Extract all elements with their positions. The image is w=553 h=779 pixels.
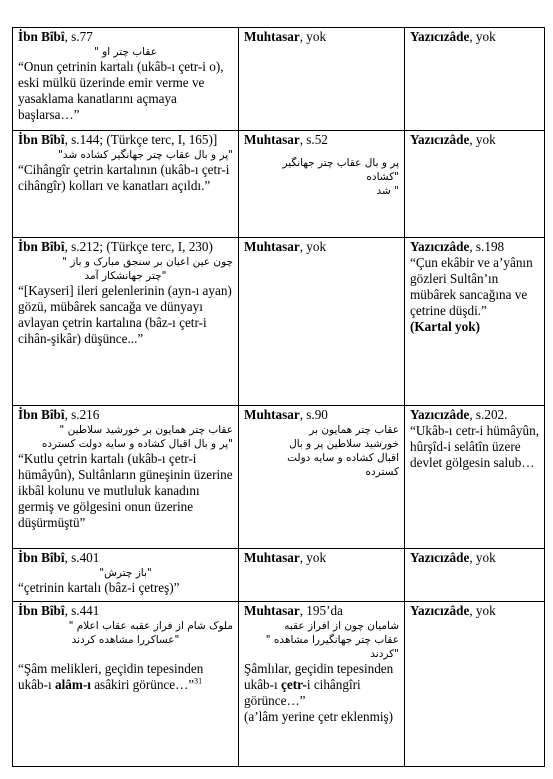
persian-quote: عقاب چتر او " — [94, 46, 157, 59]
turkish-translation: “[Kayseri] ileri gelenlerinin (ayn-ı ayan) gözü, mübârek sancağa ve dünyayı avlayan çetrin kartalına (bâz-ı çetr-i cihân-şikâr) düşünce...” — [18, 283, 232, 347]
persian-quote: عقاب چتر جهانگیررا مشاهده " — [265, 634, 399, 647]
source-heading: İbn Bîbî, s.401 — [18, 550, 100, 565]
persian-quote: کسترده — [365, 466, 399, 479]
source-heading: Muhtasar, yok — [244, 550, 327, 565]
cell-ibn-bibi — [13, 406, 239, 549]
persian-quote: "کشاده — [366, 171, 399, 184]
persian-quote: چون عین اعیان بر سنجق مبارک و باز " — [62, 256, 233, 269]
cell-yazicizade — [405, 28, 545, 131]
cell-ibn-bibi — [13, 549, 239, 602]
persian-quote: خورشید سلاطین پر و بال — [289, 438, 399, 451]
table-row — [13, 549, 545, 602]
source-heading: Muhtasar, yok — [244, 239, 327, 254]
cell-ibn-bibi — [13, 131, 239, 238]
source-heading: İbn Bîbî, s.212; (Türkçe terc, I, 230) — [18, 239, 213, 254]
source-heading: Yazıcızâde, yok — [410, 550, 496, 565]
persian-quote: شامیان چون از افراز عقبه — [284, 620, 399, 633]
cell-ibn-bibi — [13, 602, 239, 767]
persian-quote: "کردند — [370, 648, 399, 661]
cell-muhtasar — [239, 131, 405, 238]
table-row — [13, 602, 545, 767]
source-heading: Yazıcızâde, yok — [410, 603, 496, 618]
cell-yazicizade — [405, 238, 545, 406]
table-row — [13, 406, 545, 549]
source-heading: Muhtasar, yok — [244, 29, 327, 44]
turkish-translation: “Cihângîr çetrin kartalının (ukâb-ı çetr-i cihângîr) kolları ve kanatları açıldı.” — [18, 162, 230, 194]
persian-quote: "باز چترش" — [99, 567, 152, 580]
cell-muhtasar — [239, 549, 405, 602]
cell-muhtasar — [239, 238, 405, 406]
turkish-translation: “Onun çetrinin kartalı (ukâb-ı çetr-i o), eski mülkü üzerinde emir verme ve yasaklama kanatlarını açmaya başlarsa…” — [18, 59, 224, 123]
footnote-marker: 31 — [194, 676, 203, 686]
source-heading: Yazıcızâde, s.202. — [410, 407, 508, 422]
table-row — [13, 131, 545, 238]
turkish-translation: “Şâm melikleri, geçidin tepesinden ukâb-ı alâm-ı asâkiri görünce…”$^{31}$ — [18, 661, 204, 693]
persian-quote: "عساکررا مشاهده کردند — [71, 634, 180, 647]
source-heading: Muhtasar, 195’da — [244, 603, 343, 618]
turkish-translation: “Ukâb-ı cetr-i hümâyûn, hûrşîd-i selâtîn üzere devlet gölgesin salub… — [410, 423, 539, 471]
source-heading: Yazıcızâde, s.198 — [410, 239, 505, 254]
source-heading: İbn Bîbî, s.441 — [18, 603, 100, 618]
editor-note: (Kartal yok) — [410, 319, 480, 335]
cell-muhtasar — [239, 28, 405, 131]
cell-muhtasar — [239, 406, 405, 549]
persian-quote: عقاب چتر همایون بر خورشید سلاطین " — [59, 424, 233, 437]
persian-quote: عقاب چتر همایون بر — [309, 424, 399, 437]
cell-yazicizade — [405, 406, 545, 549]
persian-quote: پر و بال عقاب چتر جهانگیر — [282, 157, 399, 170]
source-heading: Muhtasar, s.90 — [244, 407, 328, 422]
source-heading: Yazıcızâde, yok — [410, 132, 496, 147]
editor-note: (a’lâm yerine çetr eklenmiş) — [244, 709, 394, 725]
cell-yazicizade — [405, 549, 545, 602]
source-heading: İbn Bîbî, s.216 — [18, 407, 100, 422]
source-heading: Muhtasar, s.52 — [244, 132, 328, 147]
persian-quote: اقبال کشاده و سایه دولت — [287, 452, 399, 465]
source-heading: İbn Bîbî, s.77 — [18, 29, 93, 44]
persian-quote: "چتر جهانشکار آمد — [84, 270, 167, 283]
cell-yazicizade — [405, 602, 545, 767]
persian-quote: ملوک شام از فراز عقبه عقاب اعلام " — [68, 620, 233, 633]
turkish-translation: Şâmlılar, geçidin tepesinden ukâb-ı çetr-i cihângîri görünce…” — [244, 661, 394, 709]
persian-quote: "پر و بال عقاب چتر جهانگیر کشاده شد" — [58, 149, 233, 162]
source-heading: İbn Bîbî, s.144; (Türkçe terc, I, 165)] — [18, 132, 218, 147]
source-heading: Yazıcızâde, yok — [410, 29, 496, 44]
turkish-translation: “çetrinin kartalı (bâz-i çetreş)” — [18, 580, 180, 596]
persian-quote: "پر و بال اقبال کشاده و سایه دولت کسترده — [41, 438, 233, 451]
cell-muhtasar — [239, 602, 405, 767]
cell-yazicizade — [405, 131, 545, 238]
cell-ibn-bibi — [13, 238, 239, 406]
cell-ibn-bibi — [13, 28, 239, 131]
turkish-translation: “Çun ekâbir ve a’yânın gözleri Sultân’ın mübârek sancağına ve çetrine düşdi.” — [410, 255, 533, 319]
persian-quote: " شد — [376, 185, 399, 198]
table-row — [13, 28, 545, 131]
turkish-translation: “Kutlu çetrin kartalı (ukâb-ı çetr-i hümâyûn), Sultânların güneşinin üzerine ikbâl kolunu ve mutluluk kanadını germiş ve gölgesini onun üzerine düşürmüştü” — [18, 451, 233, 531]
comparison-table — [12, 27, 545, 767]
table-row — [13, 238, 545, 406]
